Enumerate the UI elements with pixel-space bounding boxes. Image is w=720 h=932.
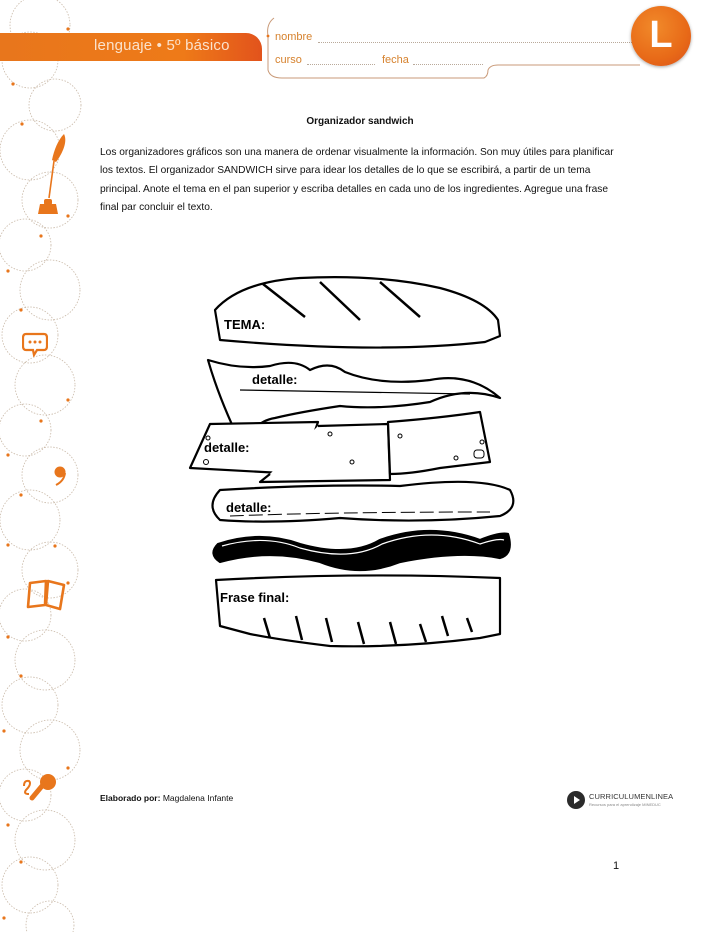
detalle-label-3: detalle: [226,500,272,515]
quill-pen-icon [44,132,70,200]
frase-final-label: Frase final: [220,590,290,605]
fecha-field[interactable] [413,64,483,65]
logo-tagline: Recursos para el aprendizaje MINEDUC [589,802,661,807]
subject-banner-text: lenguaje • 5º básico [94,37,230,54]
play-logo-icon [567,791,585,809]
bottom-bun [216,575,500,646]
page-title: Organizador sandwich [306,116,414,127]
page-number: 1 [613,860,620,872]
top-bun [215,277,500,347]
fecha-label: fecha [382,54,409,66]
bacon [213,531,509,570]
microphone-icon [20,772,58,802]
inkwell-icon [36,196,60,216]
speech-bubble-icon [22,331,48,357]
sandwich-organizer [180,262,530,662]
badge-letter: L [649,14,673,56]
tema-label: TEMA: [224,317,266,332]
nombre-label: nombre [275,31,313,43]
author-name: Magdalena Infante [162,793,234,803]
curso-label: curso [275,54,302,66]
author-credit [100,793,233,803]
comma-icon [53,466,67,486]
subject-badge [631,6,691,66]
curriculum-logo [567,790,677,812]
nombre-field[interactable] [318,42,638,43]
curso-field[interactable] [307,64,375,65]
logo-name: CURRICULUMENLINEA [589,792,674,801]
open-book-icon [26,577,68,611]
author-prefix: Elaborado por: [100,793,161,803]
instructions-paragraph: Los organizadores gráficos son una manera de ordenar visualmente la información. Son muy útiles para planificar los textos. El organizador SANDWICH sirve para idear los detalles de lo que se escribirá, a partir de un tema principal. Anote el tema en el pan superior y escriba detalles en cada uno de los ingredientes. Agregue una frase final par concluir el texto. [100,147,614,213]
detalle-label-1: detalle: [252,372,298,387]
detalle-label-2: detalle: [204,440,250,455]
